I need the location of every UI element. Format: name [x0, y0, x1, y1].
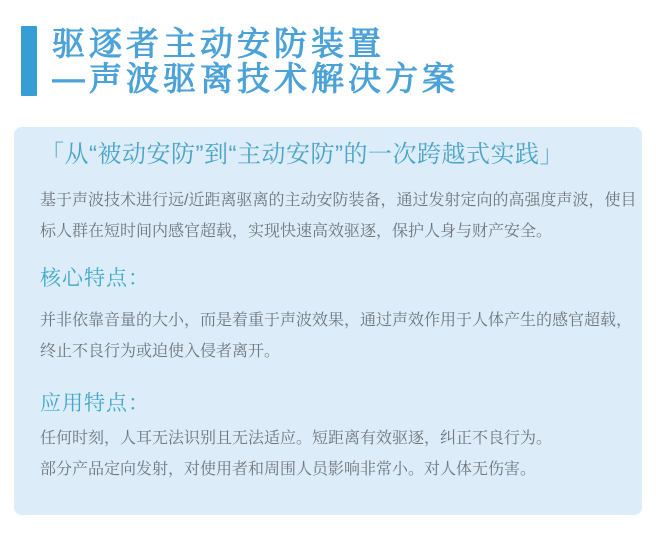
- application-features-heading: 应用特点：: [40, 392, 150, 415]
- page-title-line-2: —声波驱离技术解决方案: [52, 60, 459, 97]
- quote-heading: 「从“被动安防”到“主动安防”的一次跨越式实践」: [40, 141, 564, 168]
- core-features-heading: 核心特点：: [40, 267, 150, 290]
- title-accent-bar: [21, 26, 37, 96]
- core-features-paragraph: [40, 305, 633, 367]
- page-title-line-1: 驱逐者主动安防装置: [52, 25, 385, 62]
- core-line-2: 终止不良行为或迫使入侵者离开。: [40, 343, 281, 360]
- page-title: [52, 26, 459, 96]
- application-features-paragraph: [40, 423, 616, 485]
- app-line-2: 部分产品定向发射，对使用者和周围人员影响非常小。对人体无伤害。: [40, 461, 537, 478]
- intro-line-2: 标人群在短时间内感官超载，实现快速高效驱逐，保护人身与财产安全。: [40, 223, 553, 240]
- content-panel: [14, 127, 642, 515]
- core-line-1: 并非依靠音量的大小，而是着重于声波效果，通过声效作用于人体产生的感官超载，: [40, 312, 633, 329]
- title-block: [21, 26, 459, 96]
- app-line-1: 任何时刻，人耳无法识别且无法适应。短距离有效驱逐，纠正不良行为。: [40, 430, 553, 447]
- intro-paragraph: [40, 185, 637, 247]
- intro-line-1: 基于声波技术进行远/近距离驱离的主动安防装备，通过发射定向的高强度声波，使目: [40, 192, 637, 209]
